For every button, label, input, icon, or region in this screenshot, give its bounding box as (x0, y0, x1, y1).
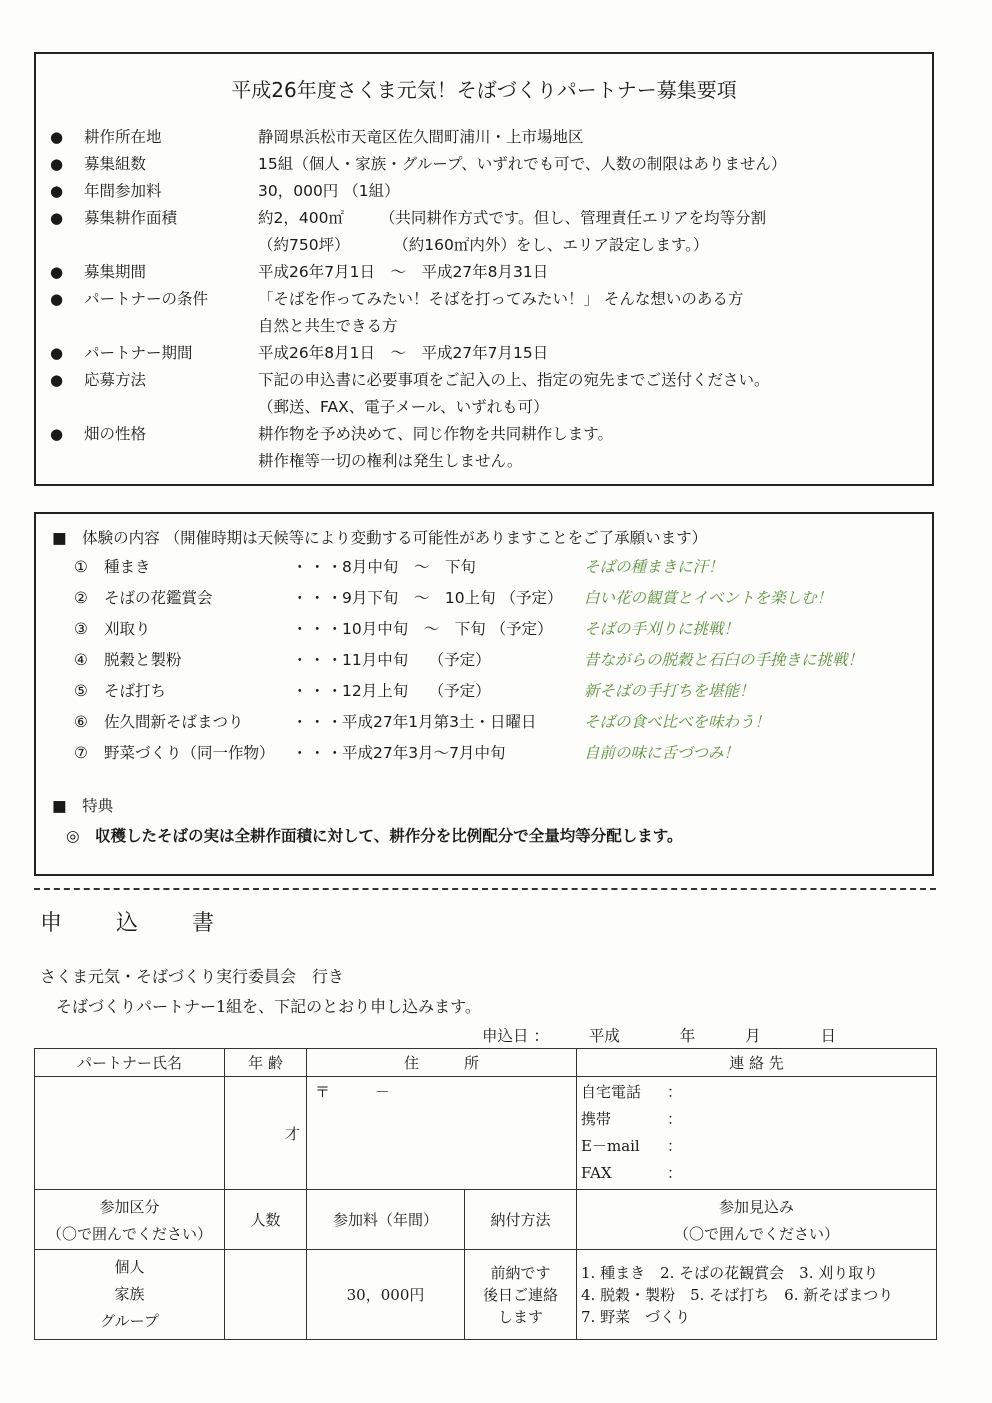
bullet-icon: ● (50, 371, 64, 389)
item-value: 平成26年8月1日 ～ 平成27年7月15日 (258, 344, 549, 362)
contact-label: FAX (581, 1164, 612, 1182)
item-number: ③ (74, 620, 88, 638)
people-field[interactable] (225, 1250, 307, 1340)
header-address: 住 所 (307, 1049, 577, 1077)
leader-dots: ・・・ (292, 744, 345, 762)
payment-line: します (498, 1307, 544, 1326)
bullet-icon: ● (50, 344, 64, 362)
item-date: 12月上旬 （予定） (342, 682, 491, 700)
item-date: 8月中旬 ～ 下旬 (342, 558, 476, 576)
recruitment-box (34, 52, 934, 486)
leader-dots: ・・・ (292, 651, 345, 669)
item-value: 約2，400㎡ （共同耕作方式です。但し、管理責任エリアを均等分割 (258, 209, 767, 227)
recruit-item (50, 178, 922, 205)
item-number: ⑥ (74, 713, 88, 731)
category-note: （〇で囲んでください） (46, 1224, 212, 1243)
contact-row[interactable] (581, 1079, 932, 1106)
plan-note: （〇で囲んでください） (674, 1224, 840, 1243)
item-number: ① (74, 558, 88, 576)
item-number: ⑦ (74, 744, 88, 762)
leader-dots: ・・・ (292, 558, 345, 576)
item-extra: （郵送、FAX、電子メール、いずれも可） (258, 398, 549, 416)
contact-row[interactable] (581, 1133, 932, 1160)
experience-item (74, 552, 922, 583)
experience-item (74, 707, 922, 738)
header-payment: 納付方法 (465, 1190, 577, 1250)
contact-label: 自宅電話 (581, 1083, 642, 1101)
item-number: ④ (74, 651, 88, 669)
era-label: 平成 (588, 1027, 620, 1045)
bullet-icon: ● (50, 128, 64, 146)
item-slogan: そばの手刈りに挑戦！ (584, 620, 740, 638)
header-age: 年 齢 (225, 1049, 307, 1077)
item-extra: （約750坪） （約160㎡内外）をし、エリア設定します。） (258, 236, 709, 254)
item-value: 耕作物を予め決めて、同じ作物を共同耕作します。 (258, 425, 613, 443)
category-options[interactable] (35, 1250, 225, 1340)
item-number: ⑤ (74, 682, 88, 700)
age-field[interactable] (225, 1077, 307, 1190)
experience-box (34, 512, 934, 876)
item-label: 年間参加料 (84, 182, 162, 200)
contact-label: E－mail (581, 1137, 640, 1155)
item-name: 種まき (104, 558, 151, 576)
application-title: 申込書 (40, 911, 269, 936)
plan-label: 参加見込み (719, 1197, 795, 1216)
experience-heading: ■ 体験の内容 （開催時期は天候等により変動する可能性がありますことをご了承願います） (52, 529, 708, 547)
item-name: 刈取り (104, 620, 151, 638)
bullet-icon: ● (50, 425, 64, 443)
item-name: そばの花鑑賞会 (104, 589, 213, 607)
payment-line: 後日ご連絡 (483, 1285, 559, 1304)
experience-list (74, 552, 922, 769)
leader-dots: ・・・ (292, 589, 345, 607)
contact-label: 携帯 (581, 1110, 612, 1128)
item-slogan: 昔ながらの脱穀と石臼の手挽きに挑戦！ (584, 651, 864, 669)
bullet-icon: ● (50, 209, 64, 227)
header-plan (577, 1190, 937, 1250)
payment-method (465, 1250, 577, 1340)
contact-colon: ： (667, 1137, 683, 1155)
plan-option[interactable]: 7. 野菜 づくり (581, 1307, 691, 1326)
category-label: 参加区分 (99, 1197, 160, 1216)
item-label: 募集耕作面積 (84, 209, 178, 227)
bullet-icon: ● (50, 290, 64, 308)
payment-line: 前納です (490, 1263, 551, 1282)
table-row (35, 1077, 937, 1190)
plan-option[interactable]: 4. 脱穀・製粉 5. そば打ち 6. 新そばまつり (581, 1285, 894, 1304)
recruit-item (50, 259, 922, 286)
contact-colon: ： (667, 1110, 683, 1128)
plan-options[interactable] (577, 1250, 937, 1340)
name-field[interactable] (35, 1077, 225, 1190)
header-contact: 連 絡 先 (577, 1049, 937, 1077)
recruitment-title: 平成26年度さくま元気！そばづくりパートナー募集要項 (231, 78, 737, 102)
item-slogan: 白い花の観賞とイベントを楽しむ！ (584, 589, 833, 607)
address-field[interactable] (307, 1077, 577, 1190)
application-statement: そばづくりパートナー1組を、下記のとおり申し込みます。 (56, 997, 481, 1016)
header-fee: 参加料（年間） (307, 1190, 465, 1250)
header-people: 人数 (225, 1190, 307, 1250)
leader-dots: ・・・ (292, 682, 345, 700)
item-value: 「そばを作ってみたい！そばを打ってみたい！」 そんな想いのある方 (258, 290, 744, 308)
benefit-heading: ■ 特典 (52, 797, 114, 815)
contact-field[interactable] (577, 1077, 937, 1190)
contact-row[interactable] (581, 1160, 932, 1187)
month-label: 月 (745, 1027, 761, 1045)
recruit-item (50, 151, 922, 178)
header-name: パートナー氏名 (35, 1049, 225, 1077)
leader-dots: ・・・ (292, 620, 345, 638)
item-number: ② (74, 589, 88, 607)
item-label: 耕作所在地 (84, 128, 162, 146)
recruit-item (50, 205, 922, 259)
table-header-row (35, 1190, 937, 1250)
application-table (34, 1048, 937, 1340)
addressee: さくま元気・そばづくり実行委員会 行き (40, 967, 345, 986)
item-value: 平成26年7月1日 ～ 平成27年8月31日 (258, 263, 549, 281)
recruit-item (50, 340, 922, 367)
item-label: 募集組数 (84, 155, 147, 173)
date-label: 申込日 ： (482, 1027, 549, 1045)
experience-item (74, 614, 922, 645)
category-option[interactable]: 家族 (114, 1285, 145, 1303)
item-label: 応募方法 (84, 371, 147, 389)
table-row (35, 1250, 937, 1340)
item-label: 募集期間 (84, 263, 147, 281)
item-date: 11月中旬 （予定） (342, 651, 491, 669)
category-option[interactable]: 個人 (114, 1258, 145, 1276)
postal-mark: 〒 － (315, 1083, 391, 1101)
bullet-icon: ● (50, 155, 64, 173)
item-value: 下記の申込書に必要事項をご記入の上、指定の宛先までご送付ください。 (258, 371, 770, 389)
item-slogan: 自前の味に舌づつみ！ (584, 744, 740, 762)
application-date (482, 1024, 836, 1046)
leader-dots: ・・・ (292, 713, 345, 731)
item-name: そば打ち (104, 682, 167, 700)
item-slogan: そばの食べ比べを味わう！ (584, 713, 771, 731)
plan-option[interactable]: 1. 種まき 2. そばの花観賞会 3. 刈り取り (581, 1263, 879, 1282)
item-date: 平成27年1月第3土・日曜日 (342, 713, 537, 731)
item-date: 平成27年3月～7月中旬 (342, 744, 506, 762)
bullet-icon: ● (50, 182, 64, 200)
fee-value: 30，000円 (307, 1250, 465, 1340)
item-label: パートナーの条件 (84, 290, 209, 308)
item-label: 畑の性格 (84, 425, 147, 443)
header-category (35, 1190, 225, 1250)
item-slogan: そばの種まきに汗！ (584, 558, 724, 576)
category-option[interactable]: グループ (100, 1312, 159, 1330)
day-label: 日 (820, 1027, 836, 1045)
contact-row[interactable] (581, 1106, 932, 1133)
item-name: 脱穀と製粉 (104, 651, 182, 669)
recruit-item (50, 367, 922, 421)
item-label: パートナー期間 (84, 344, 193, 362)
item-slogan: 新そばの手打ちを堪能！ (584, 682, 755, 700)
item-name: 佐久間新そばまつり (104, 713, 244, 731)
contact-colon: ： (667, 1164, 683, 1182)
experience-item (74, 676, 922, 707)
recruitment-list (50, 124, 922, 475)
benefit-text: ◎ 収穫したそばの実は全耕作面積に対して、耕作分を比例配分で全量均等分配します。 (66, 827, 683, 845)
item-name: 野菜づくり（同一作物） (104, 744, 275, 762)
cut-line (34, 888, 936, 890)
experience-item (74, 583, 922, 614)
experience-item (74, 738, 922, 769)
item-date: 9月下旬 ～ 10上旬 （予定） (342, 589, 563, 607)
item-date: 10月中旬 ～ 下旬 （予定） (342, 620, 553, 638)
contact-colon: ： (667, 1083, 683, 1101)
year-label: 年 (679, 1027, 696, 1045)
item-extra: 自然と共生できる方 (258, 317, 398, 335)
age-suffix: 才 (284, 1124, 300, 1143)
item-extra: 耕作権等一切の権利は発生しません。 (258, 452, 523, 470)
bullet-icon: ● (50, 263, 64, 281)
experience-item (74, 645, 922, 676)
recruit-item (50, 286, 922, 340)
recruit-item (50, 124, 922, 151)
table-header-row (35, 1049, 937, 1077)
item-value: 静岡県浜松市天竜区佐久間町浦川・上市場地区 (258, 128, 584, 146)
item-value: 30，000円 （1組） (258, 182, 400, 200)
recruit-item (50, 421, 922, 475)
item-value: 15組（個人・家族・グループ、いずれでも可で、人数の制限はありません） (258, 155, 787, 173)
